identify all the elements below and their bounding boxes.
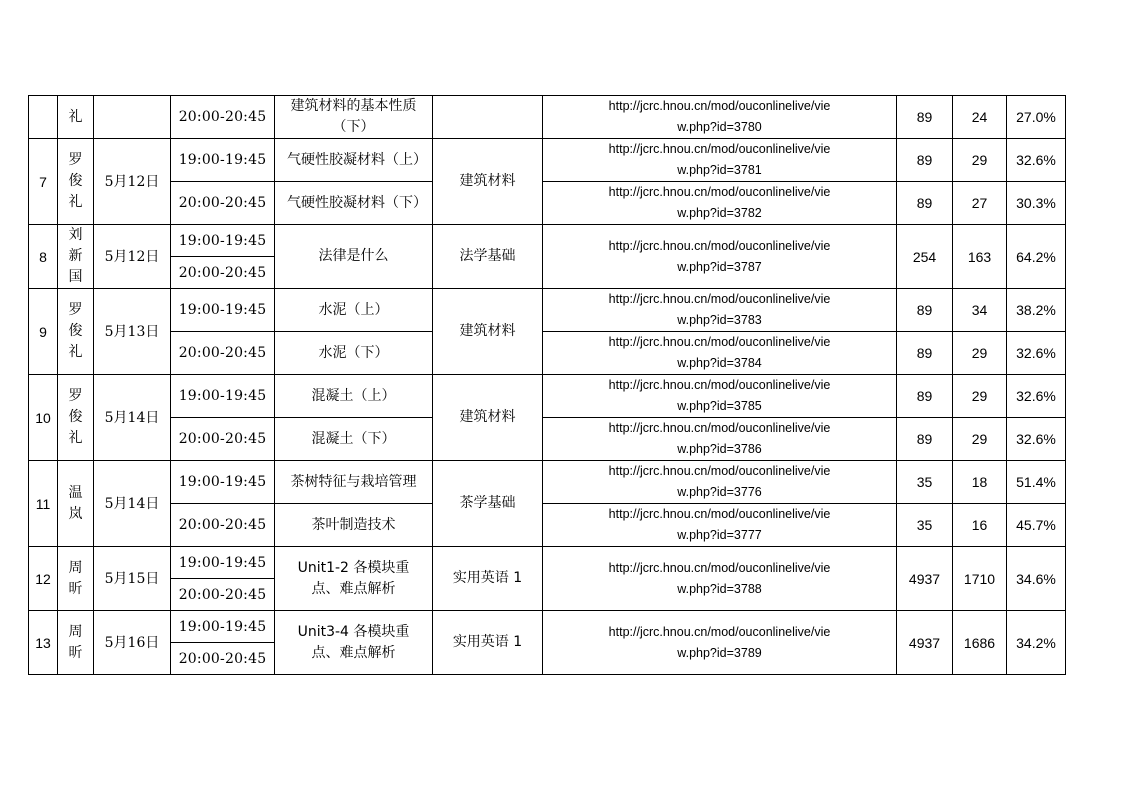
course-cell: 建筑材料 — [433, 289, 543, 375]
table-row — [29, 182, 1066, 225]
teacher-name: 温岚 — [58, 461, 94, 547]
attendance-rate: 64.2% — [1007, 225, 1066, 289]
live-url-link[interactable]: http://jcrc.hnou.cn/mod/ouconlinelive/view.php?id=3788 — [543, 547, 897, 611]
live-url-link[interactable]: http://jcrc.hnou.cn/mod/ouconlinelive/view.php?id=3783 — [543, 289, 897, 332]
live-url-link[interactable]: http://jcrc.hnou.cn/mod/ouconlinelive/view.php?id=3782 — [543, 182, 897, 225]
topic-cell: 茶树特征与栽培管理 — [275, 461, 433, 504]
course-cell: 茶学基础 — [433, 461, 543, 547]
attended-count: 29 — [953, 332, 1007, 375]
attendance-rate: 34.6% — [1007, 547, 1066, 611]
enrolled-count: 4937 — [897, 611, 953, 675]
attended-count: 27 — [953, 182, 1007, 225]
row-number — [29, 96, 58, 139]
topic-cell: 建筑材料的基本性质（下） — [275, 96, 433, 139]
table-row — [29, 504, 1066, 547]
enrolled-count: 89 — [897, 418, 953, 461]
row-number: 10 — [29, 375, 58, 461]
topic-cell: 水泥（下） — [275, 332, 433, 375]
table-row — [29, 225, 1066, 257]
attendance-rate: 32.6% — [1007, 375, 1066, 418]
enrolled-count: 89 — [897, 332, 953, 375]
teacher-name: 罗俊礼 — [58, 139, 94, 225]
attendance-rate: 30.3% — [1007, 182, 1066, 225]
topic-cell: 法律是什么 — [275, 225, 433, 289]
course-cell — [433, 96, 543, 139]
enrolled-count: 89 — [897, 96, 953, 139]
schedule-table — [28, 95, 1066, 675]
date-cell: 5月16日 — [94, 611, 171, 675]
enrolled-count: 35 — [897, 461, 953, 504]
topic-cell: 水泥（上） — [275, 289, 433, 332]
table-row — [29, 611, 1066, 643]
row-number: 8 — [29, 225, 58, 289]
attendance-rate: 34.2% — [1007, 611, 1066, 675]
row-number: 13 — [29, 611, 58, 675]
attended-count: 29 — [953, 375, 1007, 418]
time-slot: 20:00-20:45 — [171, 579, 275, 611]
live-url-link[interactable]: http://jcrc.hnou.cn/mod/ouconlinelive/view.php?id=3781 — [543, 139, 897, 182]
attended-count: 16 — [953, 504, 1007, 547]
time-slot: 19:00-19:45 — [171, 461, 275, 504]
live-url-link[interactable]: http://jcrc.hnou.cn/mod/ouconlinelive/view.php?id=3789 — [543, 611, 897, 675]
attendance-rate: 32.6% — [1007, 139, 1066, 182]
date-cell — [94, 96, 171, 139]
enrolled-count: 254 — [897, 225, 953, 289]
time-slot: 20:00-20:45 — [171, 182, 275, 225]
course-cell: 法学基础 — [433, 225, 543, 289]
teacher-name: 周昕 — [58, 547, 94, 611]
date-cell: 5月13日 — [94, 289, 171, 375]
time-slot: 19:00-19:45 — [171, 139, 275, 182]
live-url-link[interactable]: http://jcrc.hnou.cn/mod/ouconlinelive/view.php?id=3777 — [543, 504, 897, 547]
table-row — [29, 96, 1066, 139]
table-row — [29, 332, 1066, 375]
enrolled-count: 4937 — [897, 547, 953, 611]
table-row — [29, 139, 1066, 182]
time-slot: 19:00-19:45 — [171, 375, 275, 418]
live-url-link[interactable]: http://jcrc.hnou.cn/mod/ouconlinelive/view.php?id=3784 — [543, 332, 897, 375]
topic-cell: Unit1-2 各模块重点、难点解析 — [275, 547, 433, 611]
attended-count: 163 — [953, 225, 1007, 289]
time-slot: 19:00-19:45 — [171, 547, 275, 579]
time-slot: 19:00-19:45 — [171, 289, 275, 332]
teacher-name: 周昕 — [58, 611, 94, 675]
topic-cell: 混凝土（下） — [275, 418, 433, 461]
time-slot: 19:00-19:45 — [171, 225, 275, 257]
attended-count: 34 — [953, 289, 1007, 332]
time-slot: 20:00-20:45 — [171, 96, 275, 139]
teacher-name: 罗俊礼 — [58, 289, 94, 375]
enrolled-count: 89 — [897, 182, 953, 225]
live-url-link[interactable]: http://jcrc.hnou.cn/mod/ouconlinelive/view.php?id=3780 — [543, 96, 897, 139]
date-cell: 5月14日 — [94, 375, 171, 461]
teacher-name: 刘新国 — [58, 225, 94, 289]
topic-cell: 混凝土（上） — [275, 375, 433, 418]
row-number: 12 — [29, 547, 58, 611]
topic-cell: 气硬性胶凝材料（上） — [275, 139, 433, 182]
attendance-rate: 27.0% — [1007, 96, 1066, 139]
table-row — [29, 375, 1066, 418]
row-number: 7 — [29, 139, 58, 225]
time-slot: 20:00-20:45 — [171, 332, 275, 375]
teacher-name: 罗俊礼 — [58, 375, 94, 461]
teacher-name: 礼 — [58, 96, 94, 139]
attended-count: 18 — [953, 461, 1007, 504]
date-cell: 5月12日 — [94, 139, 171, 225]
table-row — [29, 418, 1066, 461]
table-row — [29, 289, 1066, 332]
time-slot: 20:00-20:45 — [171, 418, 275, 461]
table-body — [29, 96, 1066, 675]
live-url-link[interactable]: http://jcrc.hnou.cn/mod/ouconlinelive/view.php?id=3785 — [543, 375, 897, 418]
live-url-link[interactable]: http://jcrc.hnou.cn/mod/ouconlinelive/view.php?id=3787 — [543, 225, 897, 289]
table-row — [29, 547, 1066, 579]
attended-count: 24 — [953, 96, 1007, 139]
course-cell: 建筑材料 — [433, 375, 543, 461]
topic-cell: 气硬性胶凝材料（下） — [275, 182, 433, 225]
time-slot: 20:00-20:45 — [171, 643, 275, 675]
topic-cell: 茶叶制造技术 — [275, 504, 433, 547]
time-slot: 20:00-20:45 — [171, 257, 275, 289]
date-cell: 5月14日 — [94, 461, 171, 547]
enrolled-count: 89 — [897, 289, 953, 332]
attendance-rate: 45.7% — [1007, 504, 1066, 547]
row-number: 9 — [29, 289, 58, 375]
attendance-rate: 38.2% — [1007, 289, 1066, 332]
live-url-link[interactable]: http://jcrc.hnou.cn/mod/ouconlinelive/view.php?id=3786 — [543, 418, 897, 461]
enrolled-count: 89 — [897, 139, 953, 182]
course-cell: 建筑材料 — [433, 139, 543, 225]
attendance-rate: 32.6% — [1007, 332, 1066, 375]
date-cell: 5月15日 — [94, 547, 171, 611]
attended-count: 1710 — [953, 547, 1007, 611]
attended-count: 29 — [953, 418, 1007, 461]
time-slot: 19:00-19:45 — [171, 611, 275, 643]
time-slot: 20:00-20:45 — [171, 504, 275, 547]
topic-cell: Unit3-4 各模块重点、难点解析 — [275, 611, 433, 675]
attended-count: 29 — [953, 139, 1007, 182]
attendance-rate: 51.4% — [1007, 461, 1066, 504]
enrolled-count: 89 — [897, 375, 953, 418]
attended-count: 1686 — [953, 611, 1007, 675]
course-cell: 实用英语 1 — [433, 547, 543, 611]
enrolled-count: 35 — [897, 504, 953, 547]
row-number: 11 — [29, 461, 58, 547]
date-cell: 5月12日 — [94, 225, 171, 289]
live-url-link[interactable]: http://jcrc.hnou.cn/mod/ouconlinelive/view.php?id=3776 — [543, 461, 897, 504]
course-cell: 实用英语 1 — [433, 611, 543, 675]
table-row — [29, 461, 1066, 504]
attendance-rate: 32.6% — [1007, 418, 1066, 461]
